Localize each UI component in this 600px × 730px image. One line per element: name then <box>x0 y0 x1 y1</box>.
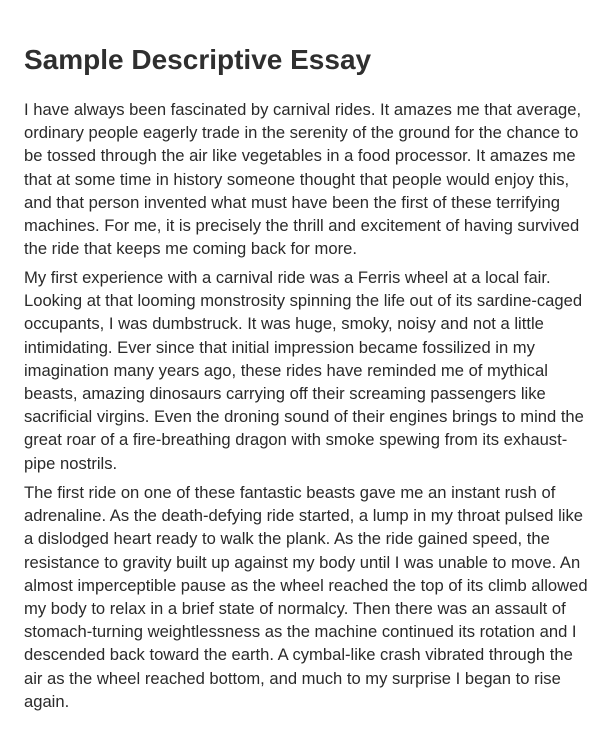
paragraph-line: that at some time in history someone thought that people would enjoy this, <box>24 169 570 189</box>
paragraph-1 <box>24 98 581 260</box>
paragraph-line: ordinary people eagerly trade in the serenity of the ground for the chance to <box>24 123 579 143</box>
paragraph-line: descended back toward the earth. A cymbal-like crash vibrated through the <box>24 645 573 665</box>
paragraph-line: occupants, I was dumbstruck. It was huge, smoky, noisy and not a little <box>24 314 544 334</box>
paragraph-line: stomach-turning weightlessness as the machine continued its rotation and I <box>24 622 577 642</box>
paragraph-line: almost imperceptible pause as the wheel reached the top of its climb allowed <box>24 575 588 595</box>
paragraph-line: Looking at that looming monstrosity spinning the life out of its sardine-caged <box>24 291 583 311</box>
paragraph-line: pipe nostrils. <box>24 453 118 473</box>
paragraph-line: I have always been fascinated by carnival rides. It amazes me that average, <box>24 100 582 119</box>
paragraph-line: The first ride on one of these fantastic beasts gave me an instant rush of <box>24 483 556 502</box>
essay-title: Sample Descriptive Essay <box>24 44 372 75</box>
paragraph-line: be tossed through the air like vegetables in a food processor. It amazes me <box>24 146 576 166</box>
paragraph-line: air as the wheel reached bottom, and much to my surprise I began to rise <box>24 668 561 688</box>
paragraph-line: intimidating. Ever since that initial impression became fossilized in my <box>24 337 535 357</box>
paragraph-line: a dislodged heart ready to walk the plank. As the ride gained speed, the <box>24 529 550 549</box>
paragraph-line: machines. For me, it is precisely the thrill and excitement of having survived <box>24 216 580 236</box>
paragraph-line: again. <box>24 691 70 711</box>
paragraph-2 <box>24 266 584 475</box>
paragraph-line: adrenaline. As the death-defying ride started, a lump in my throat pulsed like <box>24 506 583 526</box>
paragraph-line: the ride that keeps me coming back for more. <box>24 239 357 259</box>
paragraph-line: and that person invented what must have been the first of these terrifying <box>24 192 560 212</box>
paragraph-line: resistance to gravity built up against my body until I was unable to move. An <box>24 552 581 572</box>
paragraph-line: great roar of a fire-breathing dragon with smoke spewing from its exhaust- <box>24 430 568 450</box>
paragraph-line: my body to relax in a brief state of normalcy. Then there was an assault of <box>24 599 566 619</box>
paragraph-line: beasts, amazing dinosaurs carrying off their screaming passengers like <box>24 384 546 404</box>
paragraph-line: My first experience with a carnival ride was a Ferris wheel at a local fair. <box>24 268 551 287</box>
paragraph-line: imagination many years ago, these rides have reminded me of mythical <box>24 360 548 380</box>
paragraph-line: sacrificial virgins. Even the droning sound of their engines brings to mind the <box>24 407 584 427</box>
paragraph-3 <box>24 481 588 713</box>
